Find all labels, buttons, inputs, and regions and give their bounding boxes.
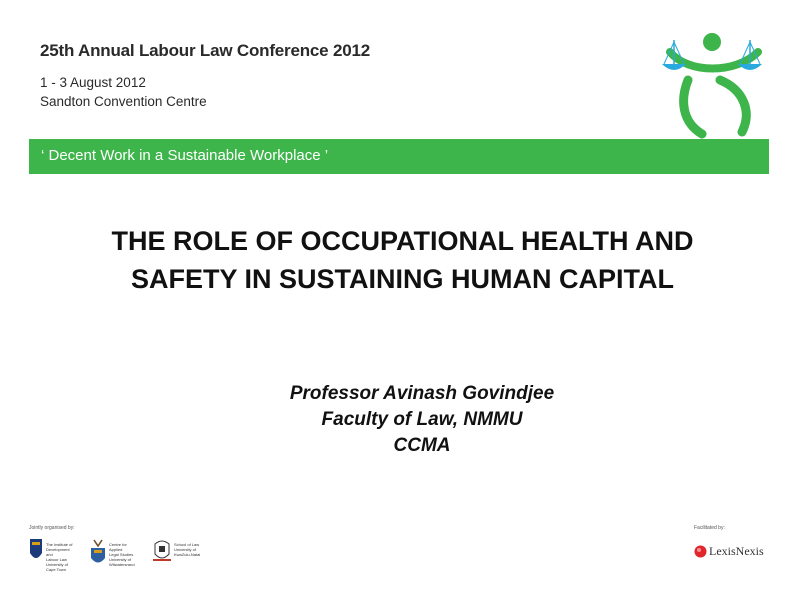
presenter-org: CCMA bbox=[393, 435, 451, 456]
conference-dates: 1 - 3 August 2012 bbox=[40, 75, 146, 90]
sponsor-lexisnexis bbox=[694, 542, 774, 560]
sponsor-name: LexisNexis bbox=[709, 544, 764, 558]
facilitated-label: Facilitated by: bbox=[694, 525, 725, 531]
conference-logo-icon bbox=[658, 30, 770, 140]
partner-line: Witwatersrand bbox=[109, 562, 135, 567]
presenter-name: Professor Avinash Govindjee bbox=[289, 383, 555, 404]
theme-text: ‘ Decent Work in a Sustainable Workplace ’ bbox=[41, 147, 329, 164]
presenter-faculty: Faculty of Law, NMMU bbox=[321, 409, 523, 430]
conference-title: 25th Annual Labour Law Conference 2012 bbox=[40, 41, 370, 60]
uct-crest-icon bbox=[29, 538, 43, 564]
partner-line: The Institute of bbox=[46, 542, 73, 547]
theme-banner bbox=[29, 139, 769, 174]
conference-venue: Sandton Convention Centre bbox=[40, 94, 207, 109]
partner-line: Centre for Applied bbox=[109, 542, 127, 552]
partner-line: University of bbox=[46, 562, 69, 567]
partner-line: Cape Town bbox=[46, 567, 66, 572]
partner-line: Development and bbox=[46, 547, 70, 557]
lexisnexis-logo-icon bbox=[694, 545, 707, 558]
jointly-organised-label: Jointly organised by: bbox=[29, 525, 75, 531]
partner-nmmu bbox=[90, 538, 150, 572]
partner-line: University of bbox=[174, 547, 197, 552]
presenter-block bbox=[222, 381, 622, 459]
partner-line: School of Law bbox=[174, 542, 200, 547]
title-line-2: SAFETY IN SUSTAINING HUMAN CAPITAL bbox=[130, 264, 674, 294]
presentation-title bbox=[40, 222, 765, 298]
partner-line: Legal Studies bbox=[109, 552, 134, 557]
nmmu-crest-icon bbox=[90, 538, 106, 568]
partner-line: University of bbox=[109, 557, 132, 562]
title-line-1: THE ROLE OF OCCUPATIONAL HEALTH AND bbox=[111, 226, 694, 256]
ukzn-crest-icon bbox=[152, 538, 172, 564]
partner-line: KwaZulu-Natal bbox=[174, 552, 201, 557]
partner-line: Labour Law bbox=[46, 557, 67, 562]
partner-ukzn bbox=[152, 538, 212, 572]
partner-uct bbox=[29, 538, 89, 572]
